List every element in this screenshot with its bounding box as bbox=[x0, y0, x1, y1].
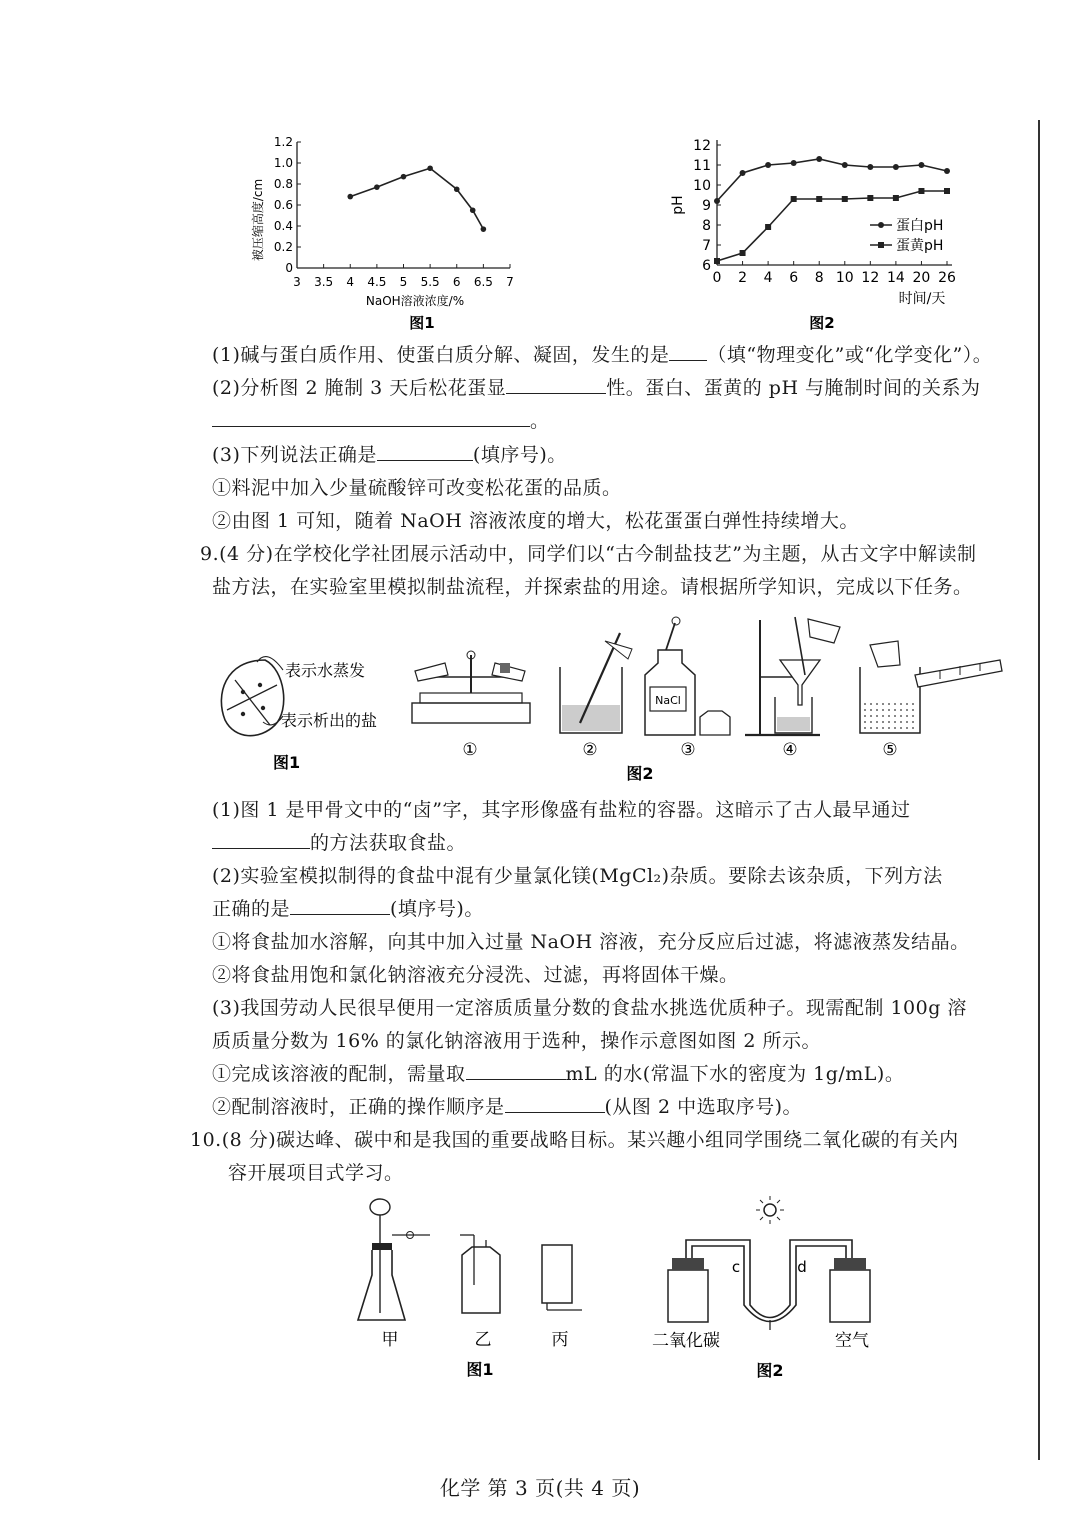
fig2-yolk-point bbox=[765, 224, 771, 230]
q8-part1: (1)碱与蛋白质作用、使蛋白质分解、凝固，发生的是 （填“物理变化”或“化学变化”）。 bbox=[212, 344, 993, 366]
fig2-xtick-label: 2 bbox=[738, 270, 748, 286]
q9-fig2-caption: 图2 bbox=[626, 764, 654, 783]
page-footer: 化学 第 3 页(共 4 页) bbox=[439, 1476, 641, 1500]
fig1-ytick-label: 0.2 bbox=[273, 240, 293, 254]
fig2-xtick-label: 8 bbox=[814, 270, 824, 286]
fig1-data-point bbox=[401, 174, 407, 180]
fig2-ytick-label: 7 bbox=[702, 238, 711, 254]
fig1-xtick-label: 4 bbox=[346, 275, 355, 289]
apparatus-label-bing: 丙 bbox=[551, 1330, 569, 1350]
q8-blank2[interactable] bbox=[506, 375, 606, 394]
q8-blank3[interactable] bbox=[212, 408, 530, 427]
pouring-icon bbox=[860, 641, 1002, 733]
q10-intro-line1: 10.(8 分)碳达峰、碳中和是我国的重要战略目标。某兴趣小组同学围绕二氧化碳的有关内 bbox=[190, 1129, 959, 1151]
fig2-yolk-point bbox=[791, 196, 797, 202]
filtration-icon bbox=[745, 617, 840, 735]
fig2-caption: 图2 bbox=[809, 314, 835, 332]
step-4: ④ bbox=[782, 740, 798, 760]
fig1-xlabel: NaOH溶液浓度/% bbox=[365, 294, 465, 308]
fig1-xtick-label: 5 bbox=[399, 275, 408, 289]
erlenmeyer-flask-icon bbox=[358, 1199, 430, 1320]
tube-label-c: c bbox=[731, 1258, 741, 1276]
step-5: ⑤ bbox=[882, 740, 898, 760]
bottle-label-air: 空气 bbox=[835, 1331, 869, 1351]
fig2-xtick-label: 26 bbox=[938, 270, 956, 286]
q10-fig2 bbox=[640, 1190, 900, 1385]
q9-blank1[interactable] bbox=[212, 830, 310, 849]
nacl-label: NaCl bbox=[655, 694, 681, 707]
q10-fig1-caption: 图1 bbox=[466, 1360, 494, 1379]
gas-bottle-upward-icon bbox=[460, 1235, 500, 1313]
fig2-ytick-label: 9 bbox=[702, 198, 711, 214]
fig2-xtick-label: 20 bbox=[912, 270, 931, 286]
fig2-white-point bbox=[765, 162, 771, 168]
q8-part2: (2)分析图 2 腌制 3 天后松花蛋显 性。蛋白、蛋黄的 pH 与腌制时间的关系为 bbox=[212, 377, 981, 399]
fig1-data-point bbox=[347, 194, 353, 200]
fig2-white-point bbox=[867, 164, 873, 170]
q9-part1-line2: 的方法获取食盐。 bbox=[212, 828, 466, 855]
fig2-yolk-point bbox=[918, 188, 924, 194]
fig1-ytick-label: 0.8 bbox=[273, 177, 293, 191]
air-bottle-icon bbox=[830, 1258, 870, 1322]
fig2-white-point bbox=[893, 164, 899, 170]
fig2-yolk-point bbox=[740, 250, 746, 256]
fig2-ytick-label: 12 bbox=[693, 138, 711, 154]
fig2-yolk-point bbox=[714, 258, 720, 264]
balance-icon bbox=[412, 651, 530, 723]
fig1-data-point bbox=[427, 165, 433, 171]
apparatus-label-jia: 甲 bbox=[381, 1330, 399, 1350]
sun-icon bbox=[756, 1196, 784, 1224]
fig1-xtick-label: 6 bbox=[452, 275, 461, 289]
fig2-ytick-label: 11 bbox=[693, 158, 711, 174]
fig1-ytick-label: 1.0 bbox=[273, 156, 293, 170]
fig2-yolk-point bbox=[816, 196, 822, 202]
q8-blank1[interactable] bbox=[669, 342, 707, 361]
fig2-yolk-point bbox=[842, 196, 848, 202]
q9-fig1-caption: 图1 bbox=[273, 753, 301, 772]
beaker-stirring-icon bbox=[560, 633, 632, 733]
q9-part3-line2: 质质量分数为 16% 的氯化钠溶液用于选种，操作示意图如图 2 所示。 bbox=[212, 1030, 821, 1052]
q9-intro-line1: 9.(4 分)在学校化学社团展示活动中，同学们以“古今制盐技艺”为主题，从古文字中解读制 bbox=[200, 543, 977, 565]
fig1-xtick-label: 6.5 bbox=[473, 275, 493, 289]
q10-fig1 bbox=[350, 1195, 600, 1385]
q8-blank4[interactable] bbox=[377, 442, 473, 461]
fig1-ytick-label: 1.2 bbox=[273, 135, 293, 149]
fig1-ytick-label: 0.6 bbox=[273, 198, 293, 212]
fig2-white-point bbox=[842, 162, 848, 168]
fig2-xtick-label: 10 bbox=[835, 270, 854, 286]
q9-fig1 bbox=[205, 640, 405, 780]
q9-part2-line1: (2)实验室模拟制得的食盐中混有少量氯化镁(MgCl₂)杂质。要除去该杂质，下列方法 bbox=[212, 865, 943, 887]
fig2-yolk-point bbox=[944, 188, 950, 194]
fig2-chart bbox=[660, 125, 980, 335]
q9-blank4[interactable] bbox=[505, 1094, 605, 1113]
fig2-white-point bbox=[918, 162, 924, 168]
u-tube-icon bbox=[686, 1240, 852, 1330]
q9-fig2 bbox=[400, 605, 1020, 785]
fig2-white-point bbox=[740, 170, 746, 176]
fig2-white-point bbox=[714, 198, 720, 204]
fig1-chart bbox=[240, 125, 540, 335]
step-3: ③ bbox=[680, 740, 696, 760]
fig2-ytick-label: 8 bbox=[702, 218, 711, 234]
fig2-legend-egg-white: 蛋白pH bbox=[896, 218, 944, 234]
fig1-label-evaporation: 表示水蒸发 bbox=[285, 661, 366, 680]
fig2-ytick-label: 6 bbox=[702, 258, 711, 274]
fig1-ytick-label: 0 bbox=[285, 261, 293, 275]
fig2-ytick-label: 10 bbox=[693, 178, 711, 194]
q9-intro-line2: 盐方法，在实验室里模拟制盐流程，并探索盐的用途。请根据所学知识，完成以下任务。 bbox=[212, 576, 973, 598]
q9-option2: ②将食盐用饱和氯化钠溶液充分浸洗、过滤，再将固体干燥。 bbox=[212, 964, 739, 986]
step-1: ① bbox=[462, 740, 478, 760]
fig2-white-point bbox=[944, 168, 950, 174]
q9-option1: ①将食盐加水溶解，向其中加入过量 NaOH 溶液，充分反应后过滤，将滤液蒸发结晶。 bbox=[212, 931, 970, 953]
fig2-xtick-label: 6 bbox=[789, 270, 799, 286]
fig2-yolk-point bbox=[893, 195, 899, 201]
fig2-xtick-label: 0 bbox=[712, 270, 722, 286]
co2-bottle-icon bbox=[668, 1258, 708, 1322]
q8-option1: ①料泥中加入少量硫酸锌可改变松花蛋的品质。 bbox=[212, 477, 622, 499]
fig1-xtick-label: 3.5 bbox=[314, 275, 334, 289]
fig2-yolk-point bbox=[867, 195, 873, 201]
q10-fig2-caption: 图2 bbox=[756, 1361, 784, 1380]
q10-intro-line2: 容开展项目式学习。 bbox=[228, 1162, 404, 1184]
fig1-xtick-label: 7 bbox=[506, 275, 514, 289]
fig2-xlabel: 时间/天 bbox=[898, 291, 946, 307]
fig1-ytick-label: 0.4 bbox=[273, 219, 293, 233]
fig2-white-point bbox=[816, 156, 822, 162]
fig1-xtick-label: 5.5 bbox=[420, 275, 440, 289]
q9-part1-line1: (1)图 1 是甲骨文中的“卤”字，其字形像盛有盐粒的容器。这暗示了古人最早通过 bbox=[212, 799, 911, 821]
fig1-data-point bbox=[454, 186, 460, 192]
bottle-label-co2: 二氧化碳 bbox=[652, 1331, 720, 1351]
fig2-white-point bbox=[791, 160, 797, 166]
fig1-data-point bbox=[374, 184, 380, 190]
fig1-data-point bbox=[481, 226, 487, 232]
fig1-caption: 图1 bbox=[409, 314, 435, 332]
fig2-xtick-label: 12 bbox=[861, 270, 880, 286]
apparatus-label-yi: 乙 bbox=[474, 1330, 492, 1350]
q9-blank3[interactable] bbox=[466, 1061, 566, 1080]
q8-option2: ②由图 1 可知，随着 NaOH 溶液浓度的增大，松花蛋蛋白弹性持续增大。 bbox=[212, 510, 859, 532]
fig2-xtick-label: 4 bbox=[763, 270, 773, 286]
q8-part3: (3)下列说法正确是 (填序号)。 bbox=[212, 444, 567, 466]
fig2-xtick-label: 14 bbox=[886, 270, 905, 286]
fig1-xtick-label: 4.5 bbox=[367, 275, 387, 289]
step-2: ② bbox=[582, 740, 598, 760]
fig2-ylabel: pH bbox=[670, 195, 686, 215]
q9-part3-sub1: ①完成该溶液的配制，需量取 mL 的水(常温下水的密度为 1g/mL)。 bbox=[212, 1063, 905, 1085]
q9-part3-sub2: ②配制溶液时，正确的操作顺序是 (从图 2 中选取序号)。 bbox=[212, 1096, 803, 1118]
q8-part2-end: 。 bbox=[212, 406, 550, 433]
q9-blank2[interactable] bbox=[290, 896, 390, 915]
gas-bottle-downward-icon bbox=[542, 1245, 582, 1310]
fig2-legend-yolk: 蛋黄pH bbox=[896, 238, 944, 254]
page-margin-line bbox=[1038, 120, 1040, 1460]
fig1-xtick-label: 3 bbox=[293, 275, 301, 289]
fig1-label-salt: 表示析出的盐 bbox=[281, 711, 378, 730]
fig1-data-point bbox=[470, 207, 476, 213]
q9-part3-line1: (3)我国劳动人民很早便用一定溶质质量分数的食盐水挑选优质种子。现需配制 100g 溶 bbox=[212, 997, 967, 1019]
nacl-bottle-icon bbox=[645, 617, 730, 735]
q9-part2-line2: 正确的是 (填序号)。 bbox=[212, 898, 484, 920]
fig1-ylabel: 被压缩高度/cm bbox=[251, 178, 265, 262]
tube-label-d: d bbox=[797, 1258, 807, 1276]
